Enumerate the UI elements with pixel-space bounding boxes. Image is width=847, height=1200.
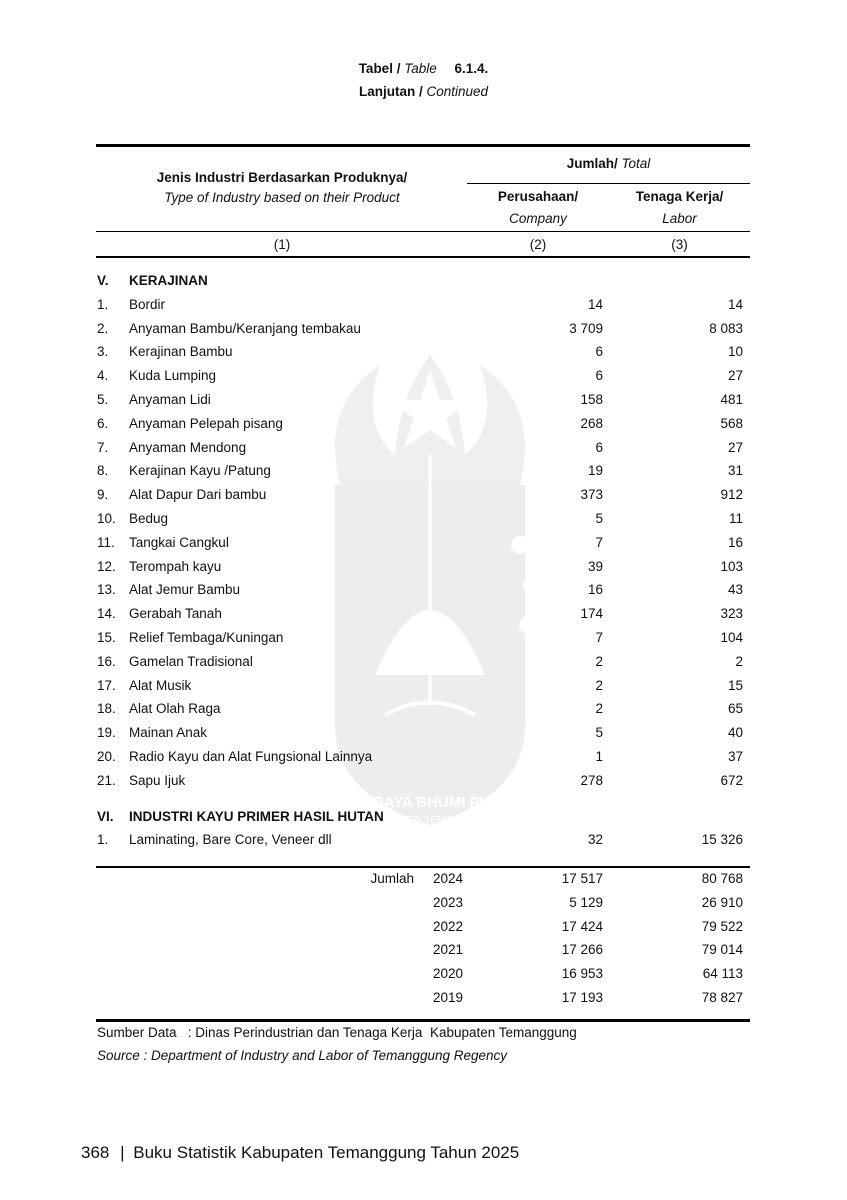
row-number: 5. [97, 392, 109, 407]
labor-count: 27 [727, 368, 743, 384]
total-company: 16 953 [561, 966, 603, 982]
labor-count: 11 [728, 511, 743, 526]
header-labor: Labor [662, 211, 697, 226]
labor-count: 27 [727, 439, 743, 455]
total-labor: 79 522 [701, 918, 743, 934]
section-title: INDUSTRI KAYU PRIMER HASIL HUTAN [129, 808, 384, 824]
column-number-1: (1) [273, 237, 291, 252]
labor-count: 16 [727, 534, 743, 550]
header-mid-rule [96, 231, 750, 232]
company-count: 3 709 [569, 320, 603, 336]
company-count: 278 [580, 772, 603, 788]
page-number: 368 [81, 1143, 110, 1162]
row-number: 13. [97, 582, 116, 598]
labor-count: 10 [727, 344, 743, 360]
labor-count: 481 [720, 392, 743, 407]
total-labor: 64 113 [702, 966, 743, 982]
industry-name: Kerajinan Bambu [129, 344, 233, 360]
industry-name: Radio Kayu dan Alat Fungsional Lainnya [129, 749, 373, 764]
industry-name: Kerajinan Kayu /Patung [129, 463, 271, 479]
total-year: 2021 [433, 942, 464, 958]
company-count: 6 [595, 439, 603, 455]
total-year: 2023 [433, 894, 464, 910]
row-number: 12. [97, 558, 116, 574]
labor-count: 912 [720, 487, 743, 503]
company-count: 5 [595, 725, 603, 741]
regency-emblem-watermark [300, 345, 560, 855]
section-numeral: V. [97, 273, 109, 288]
header-jumlah-rule [467, 183, 750, 184]
company-count: 5 [595, 511, 603, 526]
industry-name: Alat Olah Raga [129, 701, 221, 717]
industry-name: Gamelan Tradisional [129, 653, 253, 669]
company-count: 2 [595, 677, 603, 693]
totals-label: Jumlah [370, 871, 414, 886]
industry-name: Terompah kayu [129, 558, 222, 574]
row-number: 15. [97, 630, 116, 645]
subtitle-continued: Continued [426, 84, 489, 99]
source-indonesian: Sumber Data : Dinas Perindustrian dan Tenaga Kerja Kabupaten Temanggung [97, 1025, 577, 1040]
title-table: Table [404, 61, 437, 76]
row-number: 3. [97, 344, 109, 360]
total-company: 17 193 [561, 990, 603, 1005]
labor-count: 31 [727, 463, 743, 479]
industry-name: Relief Tembaga/Kuningan [129, 630, 284, 645]
header-bottom-rule [96, 256, 750, 258]
industry-name: Alat Dapur Dari bambu [129, 487, 267, 503]
total-company: 17 424 [561, 918, 603, 934]
page-footer [81, 1143, 519, 1163]
labor-count: 14 [727, 296, 743, 312]
row-number: 20. [97, 749, 116, 764]
row-number: 17. [97, 677, 116, 693]
industry-name: Tangkai Cangkul [129, 534, 229, 550]
labor-count: 43 [727, 582, 743, 598]
company-count: 6 [595, 368, 603, 384]
header-jenis: Jenis Industri Berdasarkan Produknya/ [156, 170, 408, 185]
company-count: 14 [587, 296, 603, 312]
total-labor: 80 768 [701, 871, 743, 886]
company-count: 6 [595, 344, 603, 360]
row-number: 16. [97, 653, 116, 669]
company-count: 174 [580, 606, 603, 622]
labor-count: 15 [727, 677, 743, 693]
industry-name: Bedug [129, 511, 169, 526]
row-number: 1. [97, 296, 109, 312]
table-subtitle [0, 84, 847, 99]
company-count: 268 [580, 415, 603, 431]
industry-name: Anyaman Bambu/Keranjang tembakau [129, 320, 361, 336]
total-labor: 79 014 [701, 942, 743, 958]
industry-name: Anyaman Pelepah pisang [129, 415, 283, 431]
title-tabel: Tabel / [358, 61, 401, 76]
row-number: 18. [97, 701, 116, 717]
company-count: 1 [595, 749, 603, 764]
subtitle-lanjutan: Lanjutan / [358, 84, 423, 99]
labor-count: 104 [720, 630, 743, 645]
row-number: 2. [97, 320, 109, 336]
total-labor: 26 910 [701, 894, 743, 910]
row-number: 8. [97, 463, 109, 479]
total-labor: 78 827 [701, 990, 743, 1005]
header-top-rule [96, 144, 750, 147]
company-count: 158 [580, 392, 603, 407]
total-year: 2022 [433, 918, 464, 934]
row-number: 7. [97, 439, 109, 455]
industry-name: Bordir [129, 296, 166, 312]
header-jumlah-label: Jumlah/ [566, 156, 618, 171]
total-company: 5 129 [569, 894, 603, 910]
totals-top-rule [96, 866, 750, 868]
header-perusahaan: Perusahaan/ [497, 189, 579, 204]
labor-count: 568 [720, 415, 743, 431]
table-bottom-rule [96, 1019, 750, 1022]
total-year: 2020 [433, 966, 464, 982]
labor-count: 65 [727, 701, 743, 717]
labor-count: 15 326 [701, 832, 743, 848]
footer-separator: | [120, 1143, 125, 1162]
company-count: 19 [587, 463, 603, 479]
labor-count: 103 [720, 558, 743, 574]
row-number: 14. [97, 606, 116, 622]
industry-name: Alat Musik [129, 677, 192, 693]
row-number: 6. [97, 415, 109, 431]
row-number: 19. [97, 725, 116, 741]
industry-name: Anyaman Lidi [129, 392, 211, 407]
total-year: 2024 [433, 871, 464, 886]
labor-count: 37 [727, 749, 743, 764]
row-number: 9. [97, 487, 109, 503]
svg-text:KABUPATEN TEMANGGUNG: KABUPATEN TEMANGGUNG [362, 815, 498, 826]
company-count: 373 [580, 487, 603, 503]
total-company: 17 266 [561, 942, 603, 958]
total-year: 2019 [433, 990, 464, 1005]
labor-count: 672 [720, 772, 743, 788]
column-number-2: (2) [529, 237, 547, 252]
industry-name: Anyaman Mendong [129, 439, 247, 455]
industry-name: Gerabah Tanah [129, 606, 222, 622]
header-total-label: Total [621, 156, 651, 171]
total-company: 17 517 [561, 871, 603, 886]
section-title: KERAJINAN [129, 273, 208, 288]
header-company: Company [509, 211, 567, 226]
book-title: Buku Statistik Kabupaten Temanggung Tahun 2025 [133, 1143, 520, 1162]
industry-name: Mainan Anak [129, 725, 208, 741]
row-number: 1. [97, 832, 109, 848]
company-count: 2 [595, 701, 603, 717]
column-number-3: (3) [671, 237, 688, 252]
source-english: Source : Department of Industry and Labor of Temanggung Regency [97, 1048, 508, 1063]
company-count: 16 [587, 582, 603, 598]
industry-name: Alat Jemur Bambu [129, 582, 241, 598]
header-tenaga: Tenaga Kerja/ [635, 189, 724, 204]
header-type: Type of Industry based on their Product [164, 190, 400, 205]
svg-text:SWADAYA BHUMI PHALA: SWADAYA BHUMI PHALA [338, 794, 522, 811]
section-numeral: VI. [97, 808, 114, 824]
title-number: 6.1.4. [454, 61, 489, 76]
company-count: 7 [595, 630, 603, 645]
row-number: 21. [97, 772, 116, 788]
company-count: 39 [587, 558, 603, 574]
row-number: 4. [97, 368, 109, 384]
industry-name: Kuda Lumping [129, 368, 217, 384]
labor-count: 2 [735, 653, 743, 669]
table-title [0, 61, 847, 76]
labor-count: 323 [720, 606, 743, 622]
row-number: 11. [97, 534, 115, 550]
company-count: 32 [587, 832, 603, 848]
company-count: 2 [595, 653, 603, 669]
labor-count: 40 [727, 725, 743, 741]
row-number: 10. [97, 511, 116, 526]
labor-count: 8 083 [709, 320, 743, 336]
industry-name: Sapu Ijuk [129, 772, 186, 788]
industry-name: Laminating, Bare Core, Veneer dll [129, 832, 332, 848]
company-count: 7 [595, 534, 603, 550]
header-jumlah [467, 156, 750, 171]
